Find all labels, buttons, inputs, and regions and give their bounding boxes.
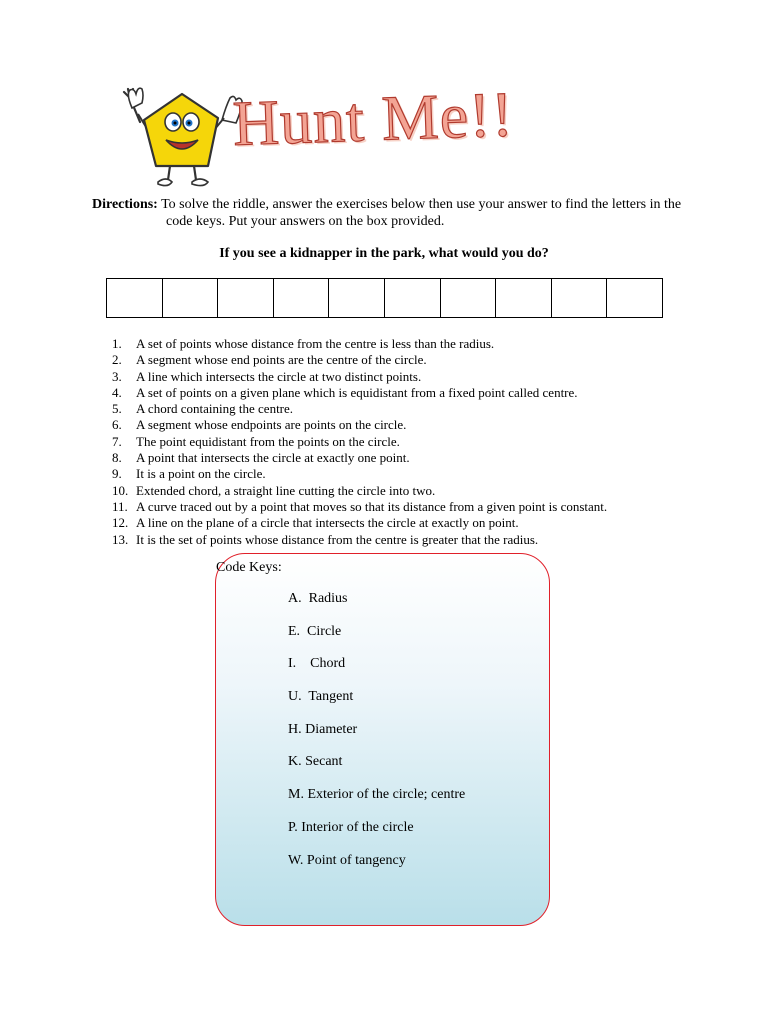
code-key-item: W. Point of tangency: [288, 852, 406, 868]
directions-line-2: code keys. Put your answers on the box provided.: [166, 214, 445, 229]
directions-line-1: To solve the riddle, answer the exercises below then use your answer to find the letters in the: [161, 197, 682, 212]
directions-label: Directions:: [92, 197, 158, 212]
exercise-number: 12.: [112, 515, 129, 531]
exercise-item: [112, 450, 607, 466]
answer-box[interactable]: [329, 279, 385, 317]
code-key-item: H. Diameter: [288, 721, 358, 737]
exercise-text: It is the set of points whose distance from the centre is greater that the radius.: [136, 531, 539, 547]
code-key-item: M. Exterior of the circle; centre: [288, 787, 466, 803]
answer-box[interactable]: [163, 279, 219, 317]
answer-box[interactable]: [218, 279, 274, 317]
exercise-number: 11.: [112, 498, 128, 514]
directions: [92, 196, 692, 230]
exercise-item: [112, 336, 607, 352]
code-key-item: U. Tangent: [288, 689, 354, 705]
code-key-item: E. Circle: [288, 623, 342, 639]
exercise-number: 13.: [112, 531, 129, 547]
exercise-text: A chord containing the centre.: [136, 401, 294, 417]
exercise-number: 10.: [112, 482, 129, 498]
exercise-number: 3.: [112, 368, 122, 384]
answer-box[interactable]: [107, 279, 163, 317]
exercise-list: [112, 336, 607, 548]
exercise-item: [112, 466, 607, 482]
exercise-number: 7.: [112, 433, 122, 449]
exercise-item: [112, 385, 607, 401]
exercise-number: 4.: [112, 384, 122, 400]
exercise-text: A curve traced out by a point that moves so that its distance from a given point is constant.: [136, 498, 608, 514]
exercise-item: [112, 483, 607, 499]
exercise-item: [112, 369, 607, 385]
exercise-text: A point that intersects the circle at exactly one point.: [136, 450, 410, 466]
code-key-item: A. Radius: [288, 591, 348, 606]
exercise-number: 9.: [112, 466, 122, 482]
exercise-item: [112, 352, 607, 368]
exercise-text: A segment whose endpoints are points on the circle.: [136, 417, 407, 433]
exercise-number: 2.: [112, 352, 122, 368]
answer-box[interactable]: [552, 279, 608, 317]
answer-box[interactable]: [496, 279, 552, 317]
exercise-text: It is a point on the circle.: [136, 466, 266, 482]
exercise-item: [112, 401, 607, 417]
answer-boxes: [106, 278, 663, 318]
worksheet-title: Hunt Me!!: [231, 78, 515, 159]
answer-box[interactable]: [441, 279, 497, 317]
exercise-text: The point equidistant from the points on the circle.: [136, 433, 400, 449]
exercise-number: 8.: [112, 450, 122, 466]
answer-box[interactable]: [385, 279, 441, 317]
exercise-text: A set of points whose distance from the centre is less than the radius.: [136, 336, 495, 351]
exercise-number: 5.: [112, 401, 122, 417]
exercise-item: [112, 434, 607, 450]
exercise-number: 1.: [112, 336, 122, 351]
code-keys-box: [215, 553, 550, 926]
pentagon-mascot-icon: [118, 84, 246, 196]
code-key-item: K. Secant: [288, 754, 343, 770]
code-keys-label: Code Keys:: [216, 560, 282, 575]
code-keys-list: [288, 591, 465, 885]
exercise-number: 6.: [112, 417, 122, 433]
exercise-text: A segment whose end points are the centre of the circle.: [136, 352, 427, 368]
riddle-question: If you see a kidnapper in the park, what would you do?: [219, 246, 549, 261]
exercise-item: [112, 499, 607, 515]
code-key-item: I. Chord: [288, 656, 346, 672]
exercise-item: [112, 515, 607, 531]
exercise-text: Extended chord, a straight line cutting the circle into two.: [136, 482, 436, 498]
exercise-item: [112, 417, 607, 433]
exercise-text: A line which intersects the circle at two distinct points.: [136, 368, 422, 384]
code-key-item: P. Interior of the circle: [288, 819, 414, 835]
answer-box[interactable]: [274, 279, 330, 317]
exercise-text: A set of points on a given plane which is equidistant from a fixed point called centre.: [136, 384, 578, 400]
answer-box[interactable]: [607, 279, 662, 317]
exercise-item: [112, 532, 607, 548]
exercise-text: A line on the plane of a circle that intersects the circle at exactly on point.: [136, 515, 519, 531]
